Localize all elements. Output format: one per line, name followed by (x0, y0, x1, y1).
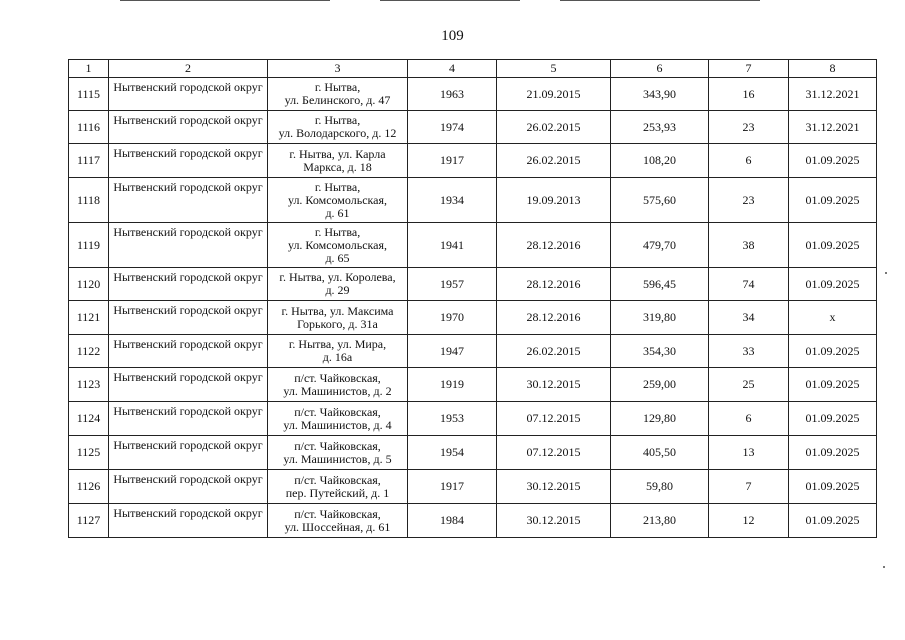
cell-build-year: 1917 (408, 470, 497, 504)
cell-date: 28.12.2016 (497, 301, 611, 335)
cell-address: г. Нытва, ул. Комсомольская, д. 65 (268, 223, 408, 268)
cell-record-number: 1124 (69, 402, 109, 436)
cell-date: 26.02.2015 (497, 335, 611, 368)
cell-count: 6 (709, 402, 789, 436)
cell-municipality: Нытвенский городской округ (109, 301, 268, 335)
cell-area: 343,90 (611, 78, 709, 111)
cell-build-year: 1919 (408, 368, 497, 402)
table-row (69, 111, 877, 144)
column-header: 3 (268, 60, 408, 78)
cell-record-number: 1122 (69, 335, 109, 368)
cell-area: 319,80 (611, 301, 709, 335)
cell-area: 354,30 (611, 335, 709, 368)
column-header: 7 (709, 60, 789, 78)
cell-record-number: 1123 (69, 368, 109, 402)
cell-address: г. Нытва, ул. Мира, д. 16а (268, 335, 408, 368)
registry-table (68, 59, 877, 538)
header-row (69, 60, 877, 78)
cell-record-number: 1118 (69, 178, 109, 223)
cell-area: 405,50 (611, 436, 709, 470)
cell-area: 129,80 (611, 402, 709, 436)
cell-record-number: 1115 (69, 78, 109, 111)
column-header: 6 (611, 60, 709, 78)
column-header: 5 (497, 60, 611, 78)
cell-count: 38 (709, 223, 789, 268)
cell-municipality: Нытвенский городской округ (109, 436, 268, 470)
cell-area: 253,93 (611, 111, 709, 144)
cell-date: 28.12.2016 (497, 223, 611, 268)
table-row (69, 178, 877, 223)
cell-record-number: 1119 (69, 223, 109, 268)
table-row (69, 268, 877, 301)
cell-date: 26.02.2015 (497, 144, 611, 178)
cell-address: г. Нытва, ул. Володарского, д. 12 (268, 111, 408, 144)
cell-date: 07.12.2015 (497, 436, 611, 470)
cell-address: п/ст. Чайковская, ул. Машинистов, д. 2 (268, 368, 408, 402)
cell-deadline: 31.12.2021 (789, 111, 877, 144)
cell-area: 479,70 (611, 223, 709, 268)
cell-count: 12 (709, 504, 789, 538)
cell-build-year: 1984 (408, 504, 497, 538)
cell-area: 575,60 (611, 178, 709, 223)
cell-municipality: Нытвенский городской округ (109, 335, 268, 368)
cell-address: г. Нытва, ул. Карла Маркса, д. 18 (268, 144, 408, 178)
page-number: 109 (441, 28, 464, 44)
cell-date: 30.12.2015 (497, 470, 611, 504)
cell-address: г. Нытва, ул. Комсомольская, д. 61 (268, 178, 408, 223)
cell-deadline: 01.09.2025 (789, 144, 877, 178)
table-row (69, 301, 877, 335)
cell-area: 108,20 (611, 144, 709, 178)
top-rule-right (560, 0, 760, 1)
cell-municipality: Нытвенский городской округ (109, 504, 268, 538)
cell-count: 16 (709, 78, 789, 111)
cell-municipality: Нытвенский городской округ (109, 144, 268, 178)
scan-speck (883, 566, 885, 568)
cell-area: 259,00 (611, 368, 709, 402)
cell-address: г. Нытва, ул. Королева, д. 29 (268, 268, 408, 301)
table-row (69, 144, 877, 178)
table-row (69, 368, 877, 402)
cell-municipality: Нытвенский городской округ (109, 368, 268, 402)
cell-build-year: 1947 (408, 335, 497, 368)
cell-build-year: 1974 (408, 111, 497, 144)
cell-area: 59,80 (611, 470, 709, 504)
cell-address: п/ст. Чайковская, ул. Машинистов, д. 5 (268, 436, 408, 470)
cell-deadline: 01.09.2025 (789, 335, 877, 368)
table-row (69, 335, 877, 368)
cell-municipality: Нытвенский городской округ (109, 402, 268, 436)
cell-build-year: 1953 (408, 402, 497, 436)
cell-build-year: 1963 (408, 78, 497, 111)
cell-count: 25 (709, 368, 789, 402)
table-row (69, 470, 877, 504)
cell-record-number: 1120 (69, 268, 109, 301)
cell-date: 07.12.2015 (497, 402, 611, 436)
column-header: 8 (789, 60, 877, 78)
cell-record-number: 1127 (69, 504, 109, 538)
cell-municipality: Нытвенский городской округ (109, 178, 268, 223)
cell-municipality: Нытвенский городской округ (109, 111, 268, 144)
cell-build-year: 1941 (408, 223, 497, 268)
cell-deadline: 01.09.2025 (789, 436, 877, 470)
table-row (69, 78, 877, 111)
cell-record-number: 1117 (69, 144, 109, 178)
cell-build-year: 1917 (408, 144, 497, 178)
cell-count: 23 (709, 178, 789, 223)
cell-date: 28.12.2016 (497, 268, 611, 301)
cell-deadline: x (789, 301, 877, 335)
cell-deadline: 01.09.2025 (789, 504, 877, 538)
cell-deadline: 01.09.2025 (789, 223, 877, 268)
cell-date: 19.09.2013 (497, 178, 611, 223)
cell-count: 6 (709, 144, 789, 178)
cell-date: 30.12.2015 (497, 504, 611, 538)
cell-deadline: 31.12.2021 (789, 78, 877, 111)
column-header: 4 (408, 60, 497, 78)
column-header: 2 (109, 60, 268, 78)
top-rule-center (380, 0, 520, 1)
table-row (69, 223, 877, 268)
cell-count: 13 (709, 436, 789, 470)
cell-address: п/ст. Чайковская, ул. Шоссейная, д. 61 (268, 504, 408, 538)
cell-deadline: 01.09.2025 (789, 402, 877, 436)
cell-record-number: 1126 (69, 470, 109, 504)
cell-count: 34 (709, 301, 789, 335)
table-row (69, 436, 877, 470)
cell-count: 23 (709, 111, 789, 144)
cell-municipality: Нытвенский городской округ (109, 268, 268, 301)
cell-deadline: 01.09.2025 (789, 470, 877, 504)
cell-address: г. Нытва, ул. Максима Горького, д. 31а (268, 301, 408, 335)
cell-count: 74 (709, 268, 789, 301)
cell-record-number: 1121 (69, 301, 109, 335)
scan-speck (885, 272, 887, 274)
cell-deadline: 01.09.2025 (789, 268, 877, 301)
cell-count: 33 (709, 335, 789, 368)
cell-address: г. Нытва, ул. Белинского, д. 47 (268, 78, 408, 111)
cell-deadline: 01.09.2025 (789, 368, 877, 402)
cell-build-year: 1934 (408, 178, 497, 223)
table-row (69, 504, 877, 538)
cell-municipality: Нытвенский городской округ (109, 223, 268, 268)
cell-date: 30.12.2015 (497, 368, 611, 402)
cell-address: п/ст. Чайковская, ул. Машинистов, д. 4 (268, 402, 408, 436)
cell-area: 213,80 (611, 504, 709, 538)
cell-deadline: 01.09.2025 (789, 178, 877, 223)
cell-record-number: 1116 (69, 111, 109, 144)
cell-date: 21.09.2015 (497, 78, 611, 111)
column-header: 1 (69, 60, 109, 78)
cell-municipality: Нытвенский городской округ (109, 470, 268, 504)
cell-address: п/ст. Чайковская, пер. Путейский, д. 1 (268, 470, 408, 504)
cell-date: 26.02.2015 (497, 111, 611, 144)
top-rule-left (120, 0, 330, 1)
cell-build-year: 1970 (408, 301, 497, 335)
cell-build-year: 1954 (408, 436, 497, 470)
cell-record-number: 1125 (69, 436, 109, 470)
cell-count: 7 (709, 470, 789, 504)
cell-municipality: Нытвенский городской округ (109, 78, 268, 111)
cell-build-year: 1957 (408, 268, 497, 301)
table-body (69, 78, 877, 538)
table-row (69, 402, 877, 436)
cell-area: 596,45 (611, 268, 709, 301)
